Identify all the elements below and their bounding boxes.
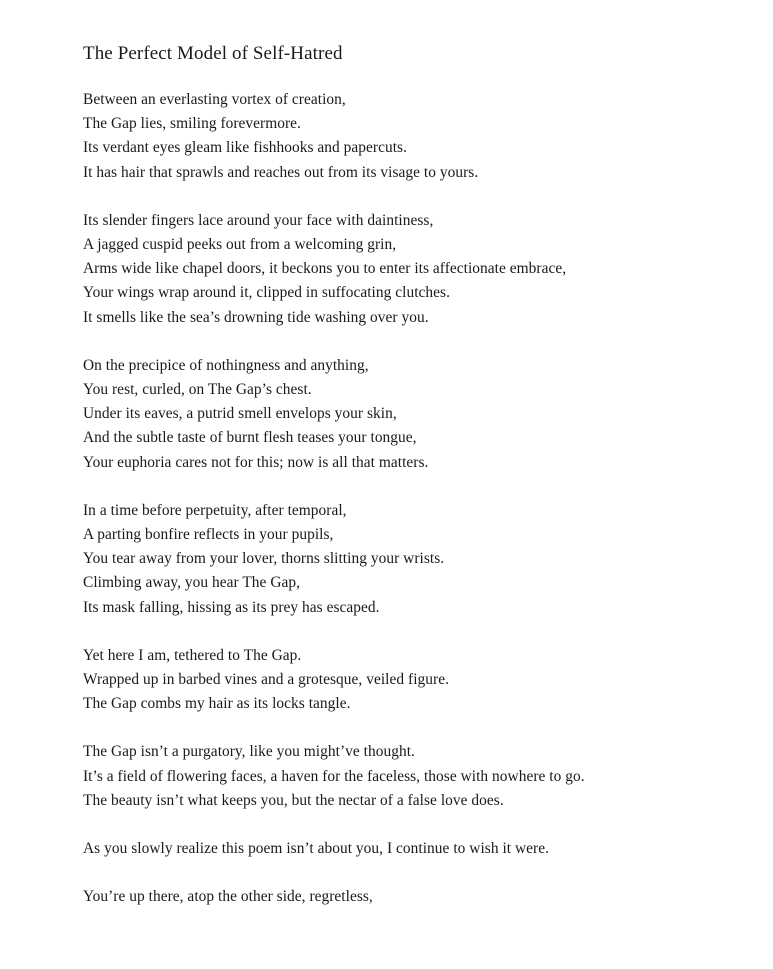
- poem-line: Its verdant eyes gleam like fishhooks and papercuts.: [83, 139, 407, 157]
- poem-line: Its mask falling, hissing as its prey has escaped.: [83, 598, 380, 616]
- poem-line: As you slowly realize this poem isn’t about you, I continue to wish it were.: [83, 840, 550, 858]
- poem-line: Your euphoria cares not for this; now is all that matters.: [83, 453, 429, 471]
- stanza-1: [83, 88, 753, 185]
- stanza-2: [83, 209, 753, 330]
- poem-line: In a time before perpetuity, after temporal,: [83, 501, 347, 519]
- poem-line: And the subtle taste of burnt flesh teases your tongue,: [83, 429, 417, 447]
- poem-line: The beauty isn’t what keeps you, but the nectar of a false love does.: [83, 791, 504, 809]
- poem-page: [83, 40, 753, 933]
- poem-line: It’s a field of flowering faces, a haven for the faceless, those with nowhere to go.: [83, 767, 585, 785]
- poem-line: Wrapped up in barbed vines and a grotesque, veiled figure.: [83, 671, 449, 689]
- poem-line: Its slender fingers lace around your face with daintiness,: [83, 211, 434, 229]
- poem-line: A jagged cuspid peeks out from a welcoming grin,: [83, 236, 397, 254]
- poem-line: Between an everlasting vortex of creation,: [83, 91, 346, 108]
- poem-line: Your wings wrap around it, clipped in suffocating clutches.: [83, 284, 450, 302]
- poem-line: It smells like the sea’s drowning tide washing over you.: [83, 308, 429, 326]
- poem-title: The Perfect Model of Self-Hatred: [83, 43, 343, 64]
- poem-body: [83, 88, 753, 909]
- poem-line: You tear away from your lover, thorns slitting your wrists.: [83, 550, 445, 568]
- poem-line: You’re up there, atop the other side, regretless,: [83, 888, 373, 906]
- poem-line: The Gap lies, smiling forevermore.: [83, 115, 301, 133]
- poem-line: On the precipice of nothingness and anything,: [83, 356, 369, 374]
- poem-line: Under its eaves, a putrid smell envelops your skin,: [83, 405, 397, 423]
- poem-line: A parting bonfire reflects in your pupils,: [83, 526, 334, 544]
- stanza-7: [83, 837, 753, 861]
- poem-line: Arms wide like chapel doors, it beckons you to enter its affectionate embrace,: [83, 260, 567, 278]
- poem-line: Climbing away, you hear The Gap,: [83, 574, 301, 592]
- poem-line: Yet here I am, tethered to The Gap.: [83, 646, 302, 664]
- poem-line: The Gap isn’t a purgatory, like you might’ve thought.: [83, 743, 415, 761]
- stanza-3: [83, 354, 753, 475]
- stanza-6: [83, 740, 753, 813]
- poem-line: You rest, curled, on The Gap’s chest.: [83, 381, 312, 399]
- stanza-5: [83, 644, 753, 717]
- poem-line: The Gap combs my hair as its locks tangle.: [83, 695, 351, 713]
- stanza-8: [83, 885, 753, 909]
- poem-line: It has hair that sprawls and reaches out from its visage to yours.: [83, 163, 479, 181]
- stanza-4: [83, 499, 753, 620]
